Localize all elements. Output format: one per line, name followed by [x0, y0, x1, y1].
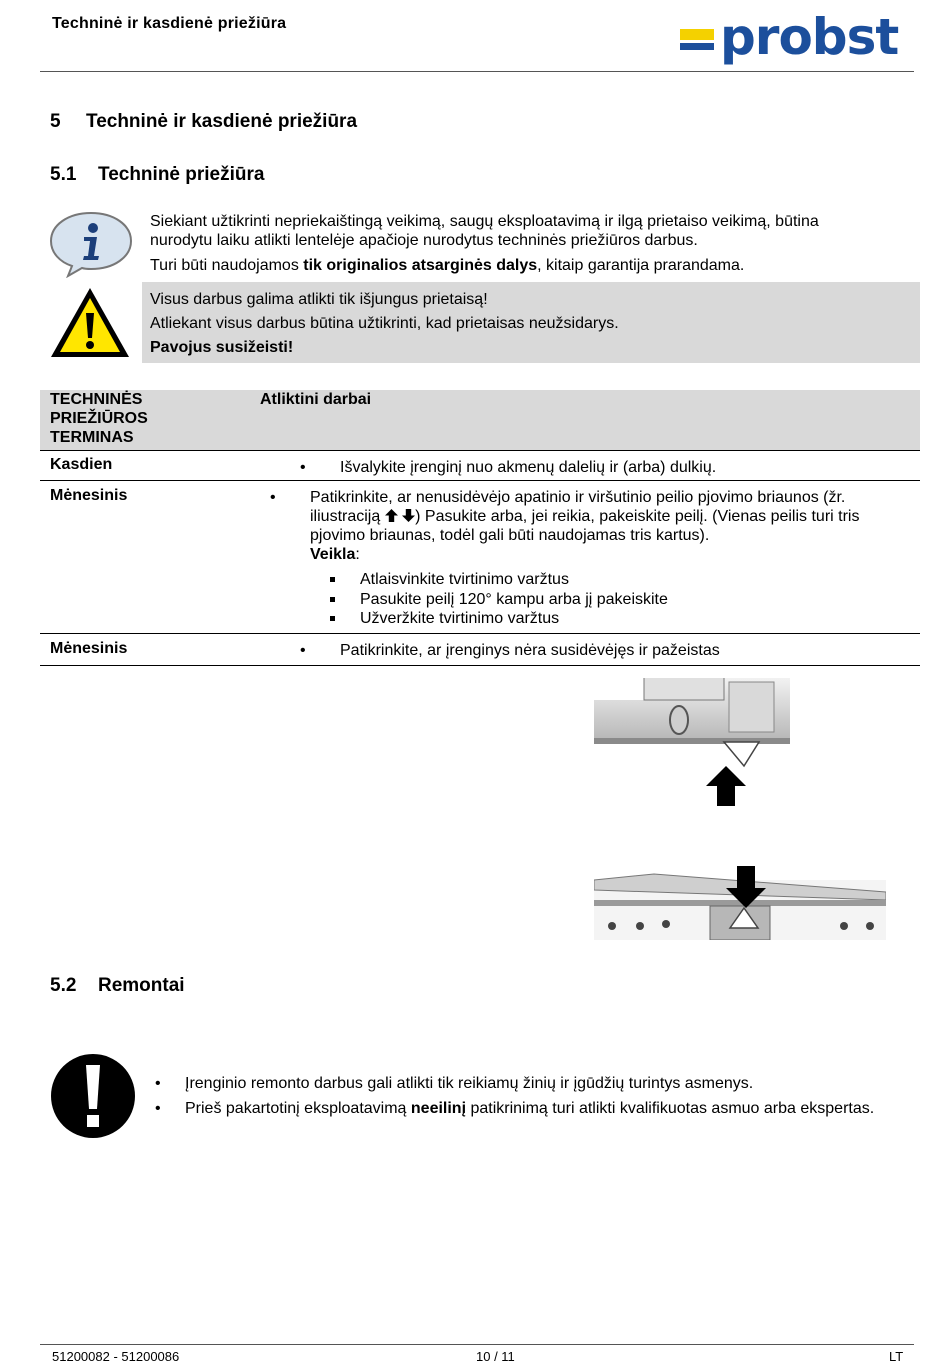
task-line: [310, 507, 920, 526]
table-header-term: [40, 390, 260, 451]
info-text-part: , kitaip garantija prarandama.: [537, 257, 745, 274]
warning-triangle-icon: [49, 286, 131, 360]
table-cell-term: Mėnesinis: [40, 633, 260, 665]
maintenance-table: [40, 390, 920, 666]
task-text: ) Pasukite arba, jei reikia, pakeiskite peilį. (Vienas peilis turi tris: [415, 508, 860, 525]
list-item: • Įrenginio remonto darbus gali atlikti tik reikiamų žinių ir įgūdžių turintys asmenys.: [155, 1074, 915, 1093]
footer-doc-number: 51200082 - 51200086: [52, 1349, 180, 1364]
table-cell-task: [260, 451, 920, 481]
exclamation-circle-icon: [50, 1053, 136, 1139]
table-row: [40, 481, 920, 634]
list-item: • Patikrinkite, ar įrenginys nėra susidėvėjęs ir pažeistas: [300, 641, 920, 660]
list-item: Pasukite peilį 120° kampu arba jį pakeiskite: [330, 590, 920, 610]
activity-colon: :: [355, 546, 360, 563]
footer-rule: [40, 1344, 914, 1345]
warning-line-1: Visus darbus galima atlikti tik išjungus prietaisą!: [150, 291, 488, 308]
section-5-heading: [50, 111, 357, 133]
info-text-part: Turi būti naudojamos: [150, 257, 304, 274]
info-text-bold: tik originalios atsarginės dalys: [303, 257, 538, 274]
table-row: [40, 451, 920, 481]
table-cell-task: [260, 633, 920, 665]
task-text: iliustraciją: [310, 508, 385, 525]
table-cell-task: [260, 481, 920, 634]
section-number: 5: [50, 111, 61, 132]
footer-language: LT: [889, 1349, 904, 1364]
bullet-text-bold: neeilinį: [410, 1100, 467, 1117]
logo-yellow-bar: [680, 29, 714, 40]
table-row: [40, 633, 920, 665]
bullet-text: patikrinimą turi atlikti kvalifikuotas asmuo arba ekspertas.: [466, 1100, 875, 1117]
logo-text: probst: [720, 8, 899, 66]
upper-blade-illustration: [594, 678, 790, 768]
header-line: PRIEŽIŪROS: [50, 410, 148, 427]
activity-steps: [270, 570, 920, 629]
section-title: Remontai: [98, 975, 185, 996]
task-line: [310, 545, 920, 564]
footer-page-number: 10 / 11: [476, 1349, 515, 1364]
section-title: Techninė ir kasdienė priežiūra: [86, 111, 358, 132]
list-item: Užveržkite tvirtinimo varžtus: [330, 609, 920, 629]
info-text-line-1: Siekiant užtikrinti nepriekaištingą veikimą, saugų eksploatavimą ir ilgą prietaiso veikimą, būtina: [150, 213, 819, 230]
probst-logo: [680, 8, 906, 68]
bullet-text: Prieš pakartotinį eksploatavimą: [185, 1100, 411, 1117]
list-item: • Išvalykite įrenginį nuo akmenų dalelių ir (arba) dulkių.: [300, 458, 920, 477]
list-item: [270, 488, 920, 564]
arrow-up-icon: [706, 766, 746, 806]
activity-label: Veikla: [310, 546, 356, 563]
header-line: TERMINAS: [50, 429, 134, 446]
header-line: TECHNINĖS: [50, 391, 143, 408]
section-number: 5.1: [50, 164, 77, 185]
info-text-line-2: nurodytu laiku atlikti lentelėje apačioje nurodytus techninės priežiūros darbus.: [150, 232, 698, 249]
info-icon: [48, 210, 134, 278]
arrow-up-icon: [385, 509, 398, 522]
table-header-row: [40, 390, 920, 451]
arrow-down-icon: [402, 509, 415, 522]
logo-blue-bar: [680, 43, 714, 50]
list-item: Atlaisvinkite tvirtinimo varžtus: [330, 570, 920, 590]
warning-line-2: Atliekant visus darbus būtina užtikrinti, kad prietaisas neužsidarys.: [150, 315, 619, 332]
section-title: Techninė priežiūra: [98, 164, 265, 185]
warning-line-3: Pavojus susižeisti!: [150, 339, 294, 356]
header-title: Techninė ir kasdienė priežiūra: [52, 15, 287, 32]
table-cell-term: Mėnesinis: [40, 481, 260, 634]
section-number: 5.2: [50, 975, 77, 996]
table-header-tasks: Atliktini darbai: [260, 390, 920, 451]
arrow-down-icon: [726, 866, 766, 908]
list-item: [155, 1099, 915, 1118]
section-5-2-heading: [50, 975, 185, 997]
table-cell-term: Kasdien: [40, 451, 260, 481]
info-text-line-3: [150, 256, 920, 275]
header-rule: [40, 71, 914, 72]
section-5-1-heading: [50, 164, 264, 186]
task-line: pjovimo briaunas, todėl gali būti naudojamas tris kartus).: [310, 527, 710, 544]
task-line: • Patikrinkite, ar nenusidėvėjo apatinio ir viršutinio peilio pjovimo briaunos (žr.: [310, 489, 846, 506]
